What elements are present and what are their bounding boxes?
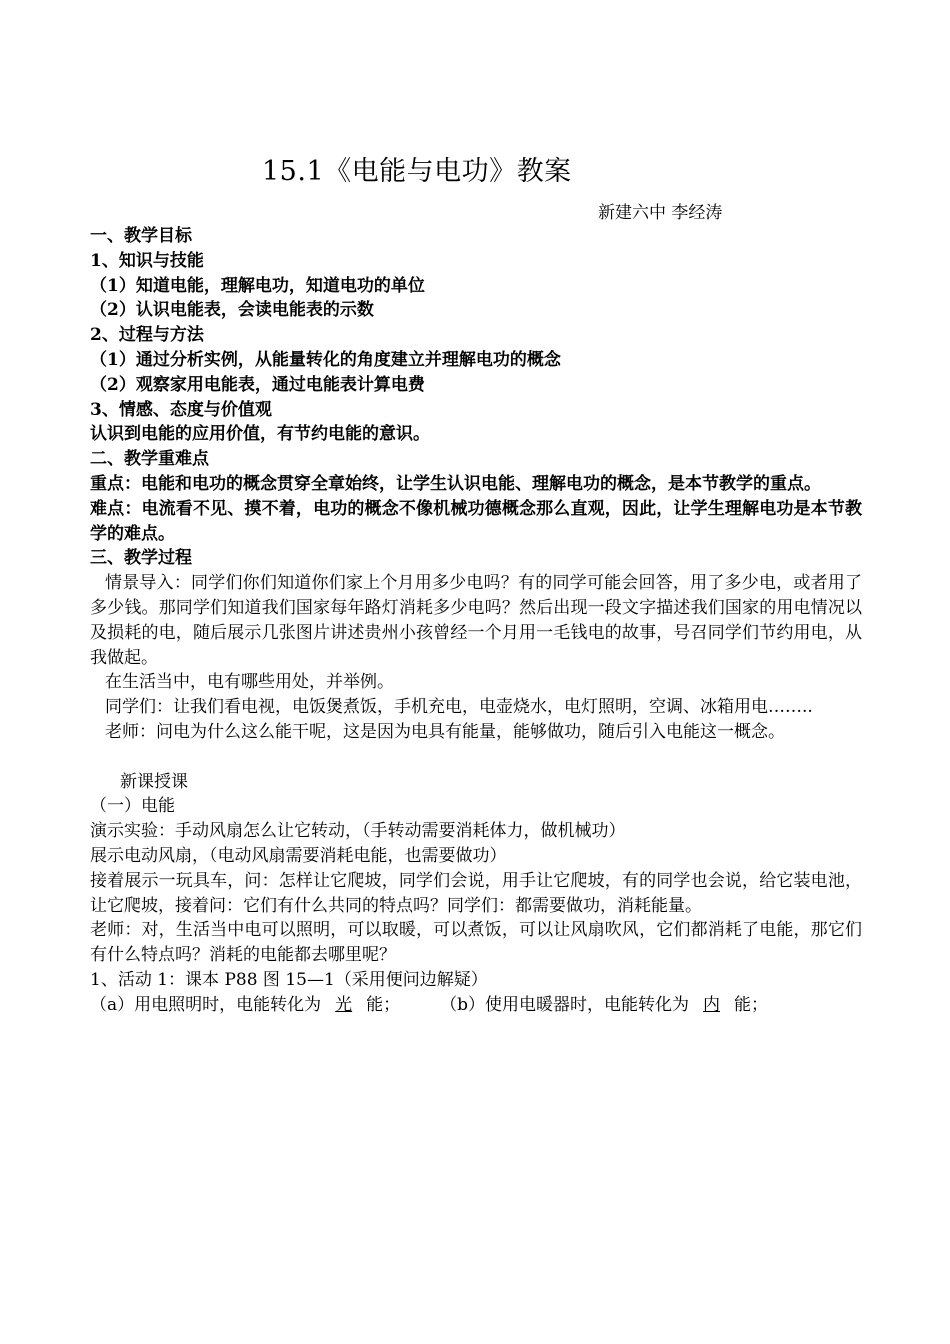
answer-b-blank: 内 xyxy=(703,994,721,1015)
page-title: 15.1《电能与电功》教案 xyxy=(262,156,572,187)
activity-line: 1、活动 1：课本 P88 图 15—1（采用便问边解疑） xyxy=(90,969,488,990)
new-lesson-label: 新课授课 xyxy=(120,771,188,792)
objective-k1: （1）知道电能，理解电功，知道电功的单位 xyxy=(90,275,425,296)
demo-hand-fan: 演示实验：手动风扇怎么让它转动，（手转动需要消耗体力，做机械功） xyxy=(90,821,626,842)
key-point: 重点：电能和电功的概念贯穿全章始终，让学生认识电能、理解电功的概念，是本节教学的重点。 xyxy=(90,473,821,494)
part1-heading: （一）电能 xyxy=(90,796,175,817)
question-usage: 在生活当中，电有哪些用处，并举例。 xyxy=(105,672,394,693)
subheading-knowledge: 1、知识与技能 xyxy=(90,250,204,271)
difficult-point: 难点：电流看不见、摸不着，电功的概念不像机械功德概念那么直观，因此，让学生理解电功是本节教学的难点。 xyxy=(90,498,862,544)
heading-procedure: 三、教学过程 xyxy=(90,548,192,569)
demo-electric-fan: 展示电动风扇，（电动风扇需要消耗电能，也需要做功） xyxy=(90,845,507,866)
question-b-prefix: （b）使用电暖器时，电能转化为 xyxy=(440,994,690,1015)
document-body xyxy=(90,224,862,1018)
subheading-emotion: 3、情感、态度与价值观 xyxy=(90,399,272,420)
question-a-prefix: （a）用电照明时，电能转化为 xyxy=(90,994,322,1015)
objective-p2: （2）观察家用电能表，通过电能表计算电费 xyxy=(90,374,425,395)
question-a-suffix: 能； xyxy=(366,994,401,1015)
question-b-suffix: 能； xyxy=(734,994,769,1015)
energy-conversion-line xyxy=(90,993,862,1018)
subheading-process: 2、过程与方法 xyxy=(90,325,204,346)
blank-line xyxy=(90,745,862,770)
teacher-question-paragraph: 老师：对，生活当中电可以照明，可以取暖，可以煮饭，可以让风扇吹风，它们都消耗了电能，那它们有什么特点吗？消耗的电能都去哪里呢？ xyxy=(90,920,862,966)
objective-k2: （2）认识电能表，会读电能表的示数 xyxy=(90,300,374,321)
heading-objectives: 一、教学目标 xyxy=(90,226,192,246)
objective-p1: （1）通过分析实例，从能量转化的角度建立并理解电功的概念 xyxy=(90,349,561,370)
teacher-remark: 老师：问电为什么这么能干呢，这是因为电具有能量，能够做功，随后引入电能这一概念。 xyxy=(105,721,785,742)
toy-car-paragraph: 接着展示一玩具车，问：怎样让它爬坡，同学们会说，用手让它爬坡，有的同学也会说，给它装电池，让它爬坡，接着问：它们有什么共同的特点吗？同学们：都需要做功，消耗能量。 xyxy=(90,870,862,916)
answer-a-blank: 光 xyxy=(335,994,353,1015)
objective-e1: 认识到电能的应用价值，有节约电能的意识。 xyxy=(90,424,430,445)
heading-keypoints: 二、教学重难点 xyxy=(90,449,209,470)
author-line: 新建六中 李经涛 xyxy=(598,203,723,223)
intro-paragraph: 情景导入：同学们你们知道你们家上个月用多少电吗？有的同学可能会回答，用了多少电，或者用了多少钱。那同学们知道我们国家每年路灯消耗多少电吗？然后出现一段文字描述我们国家的用电情况以及损耗的电，随后展示几张图片讲述贵州小孩曾经一个月用一毛钱电的故事，号召同学们节约用电，从我做起。 xyxy=(90,573,862,668)
students-answer: 同学们：让我们看电视，电饭煲煮饭，手机充电，电壶烧水，电灯照明，空调、冰箱用电…….. xyxy=(105,697,813,718)
